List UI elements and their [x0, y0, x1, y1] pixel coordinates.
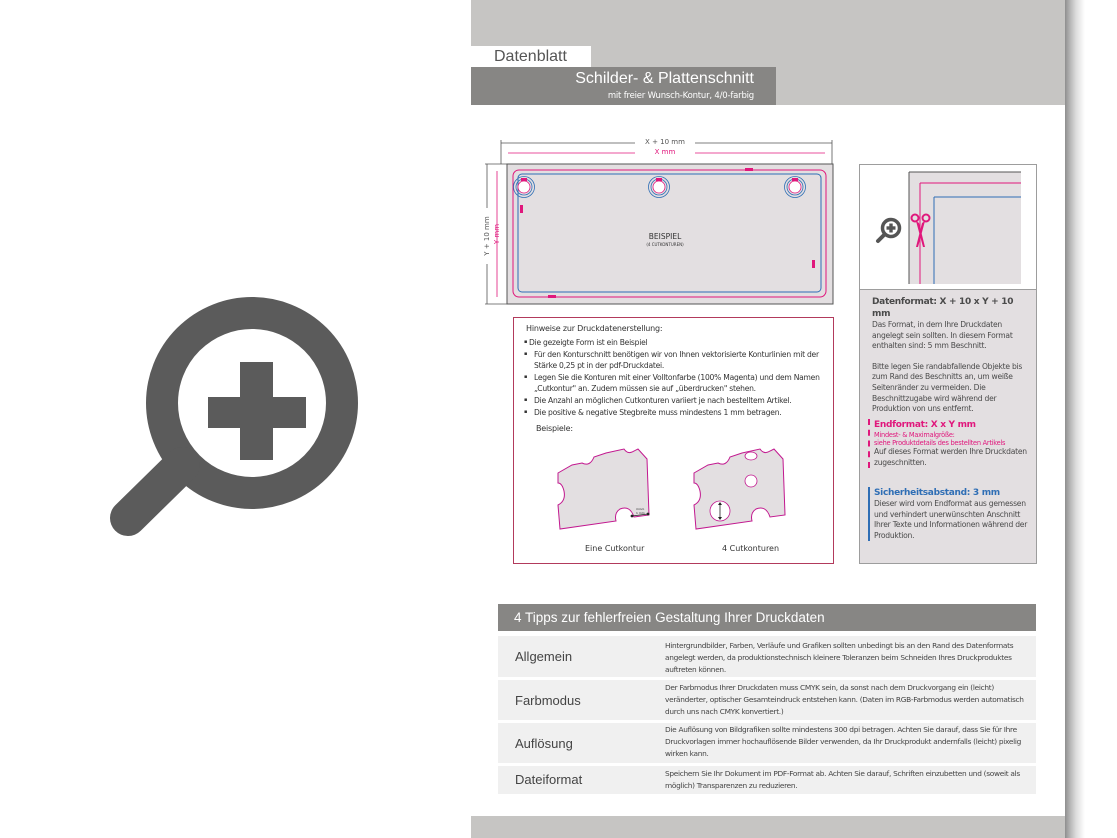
sicherheit-text: Dieser wird vom Endformat aus gemessen und verhindert unerwünschten Anschnitt Ihrer Texte und Informationen während der Produktion. — [874, 499, 1028, 540]
tips-row-label: Dateiformat — [515, 772, 583, 787]
tips-row-farbmodus — [498, 680, 1036, 720]
endformat-section — [868, 419, 1030, 468]
tips-row-text: Die Auflösung von Bildgrafiken sollte mindestens 300 dpi betragen. Achten Sie darauf, dass Sie für Ihre Druckvorlagen immer hochauflösende Bilder verwenden, da Ihr Druckprodukt andernfalls (leicht) pixelig wirken kann. — [665, 725, 1022, 758]
svg-text:1 mm: 1 mm — [636, 511, 645, 515]
sicherheit-section — [868, 487, 1030, 541]
height-inner-label: Y mm — [493, 223, 501, 245]
tips-header: 4 Tipps zur fehlerfreien Gestaltung Ihrer Druckdaten — [498, 604, 1036, 631]
svg-text:mind.: mind. — [636, 507, 645, 511]
datenformat-text-2: Bitte legen Sie randabfallende Objekte bis zum Rand des Beschnitts an, um weiße Seitenränder zu vermeiden. Die Beschnittzugabe wird während der Produktion von uns entfernt. — [872, 361, 1023, 414]
hint-item: ▪ Die Anzahl an möglichen Cutkonturen variiert je nach bestelltem Artikel. — [524, 395, 829, 406]
zoom-in-icon[interactable] — [100, 290, 370, 550]
tips-row-text: Speichern Sie Ihr Dokument im PDF-Format ab. Achten Sie darauf, Schriften einzubetten und (soweit als möglich) Transparenzen zu reduzieren. — [665, 769, 1020, 790]
page-subtitle: mit freier Wunsch-Kontur, 4/0-farbig — [607, 91, 754, 101]
hint-item: ▪ Legen Sie die Konturen mit einer Volltonfarbe (100% Magenta) und dem Namen „Cutkontur" an. Zudem müssen sie auf „überdrucken" stehen. — [524, 372, 829, 394]
datenformat-text-1: Das Format, in dem Ihre Druckdaten angelegt sein sollten. In diesem Format enthalten sind: 5 mm Beschnitt. — [872, 320, 1013, 351]
page-title: Schilder- & Plattenschnitt — [575, 70, 754, 87]
format-diagram — [485, 130, 845, 310]
tips-row-text: Hintergrundbilder, Farben, Verläufe und Grafiken sollten unbedingt bis an den Rand des Datenformats angelegt werden, da produktionstechnisch kleinere Toleranzen beim Schneiden Ihres Druckproduktes auftreten können. — [665, 641, 1014, 674]
format-info-box — [859, 164, 1037, 564]
hint-item: ▪ Die gezeigte Form ist ein Beispiel — [524, 337, 829, 348]
tips-row-label: Farbmodus — [515, 693, 581, 708]
endformat-title: Endformat: X x Y mm — [874, 420, 976, 430]
tips-row-label: Auflösung — [515, 736, 573, 751]
datasheet-page — [471, 0, 1065, 838]
examples-label: Beispiele: — [536, 424, 573, 433]
endformat-sub-2: siehe Produktdetails des bestellten Artikels — [874, 439, 1006, 447]
title-bar — [471, 67, 776, 105]
scissors-icon — [910, 213, 932, 249]
tips-row-aufloesung — [498, 723, 1036, 763]
hints-box — [513, 317, 834, 564]
example-subtitle: (4 CUTKONTUREN) — [646, 242, 684, 247]
tips-row-allgemein — [498, 636, 1036, 677]
magnifier-icon[interactable] — [874, 215, 904, 245]
height-outer-label: Y + 10 mm — [483, 208, 491, 264]
hint-item: ▪ Für den Konturschnitt benötigen wir von Ihnen vektorisierte Konturlinien mit der Stärke 0,25 pt in der pdf-Druckdatei. — [524, 349, 829, 371]
tips-row-dateiformat — [498, 766, 1036, 794]
hint-item: ▪ Die positive & negative Stegbreite muss mindestens 1 mm betragen. — [524, 407, 829, 418]
datasheet-tag: Datenblatt — [471, 46, 591, 67]
tips-row-text: Der Farbmodus Ihrer Druckdaten muss CMYK sein, da sonst nach dem Druckvorgang ein (leicht) veränderter, optischer Gesamteindruck entstehen kann. (Daten im RGB-Farbmodus werden automatisch durch uns nach CMYK konvertiert.) — [665, 683, 1024, 716]
width-inner-label: X mm — [654, 148, 676, 156]
sicherheit-title: Sicherheitsabstand: 3 mm — [874, 488, 1000, 498]
width-outer-label: X + 10 mm — [645, 138, 685, 146]
footer-band — [471, 816, 1065, 838]
endformat-text: Auf dieses Format werden Ihre Druckdaten zugeschnitten. — [874, 447, 1027, 467]
example-2-label: 4 Cutkonturen — [722, 544, 780, 553]
example-title: BEISPIEL — [648, 232, 682, 241]
endformat-sub-1: Mindest- & Maximalgröße: — [874, 431, 955, 439]
example-1-label: Eine Cutkontur — [585, 544, 645, 553]
tips-row-label: Allgemein — [515, 649, 573, 664]
example-shapes — [544, 443, 814, 533]
page-shadow — [1065, 0, 1085, 838]
corner-detail — [860, 165, 1036, 290]
datenformat-title: Datenformat: X + 10 x Y + 10 mm — [872, 297, 1014, 319]
hints-title: Hinweise zur Druckdatenerstellung: — [526, 324, 663, 333]
datenformat-section — [872, 296, 1034, 415]
hints-list — [524, 337, 829, 419]
